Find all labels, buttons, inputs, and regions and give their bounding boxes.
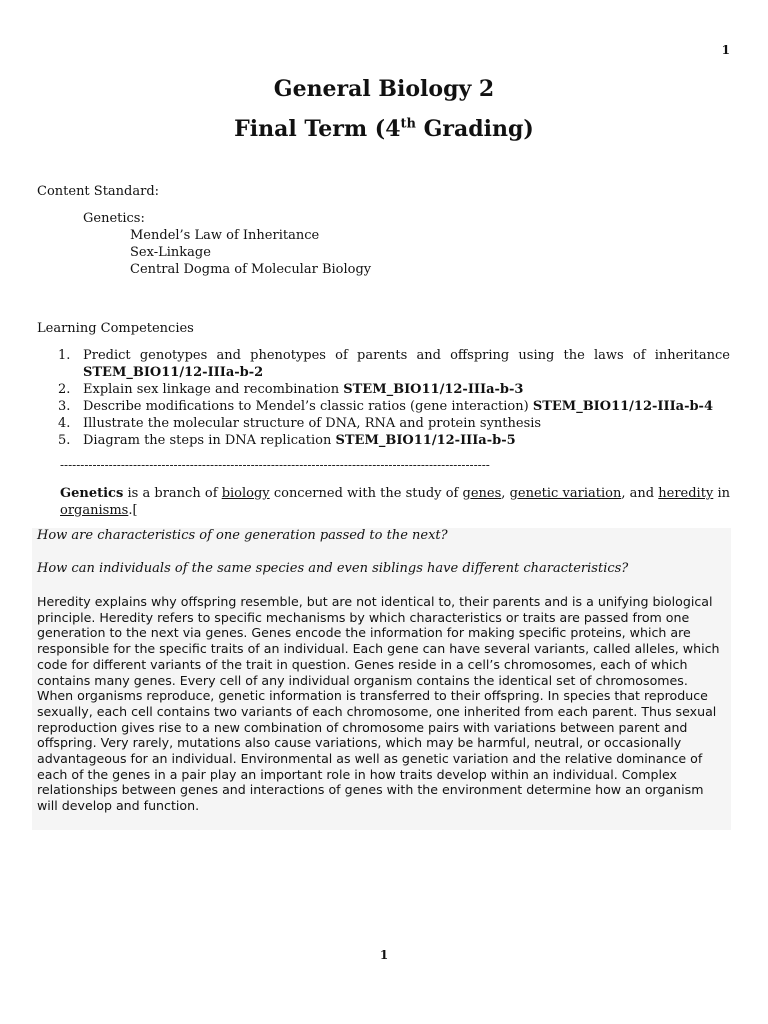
competency-code: STEM_BIO11/12-IIIa-b-4 — [532, 399, 713, 414]
learning-competencies-label: Learning Competencies — [37, 321, 194, 336]
competency-text: Describe modifications to Mendel’s classic ratios (gene interaction) — [83, 399, 533, 414]
competency-body — [83, 432, 730, 449]
link-genes[interactable]: genes — [462, 486, 502, 501]
competency-code: STEM_BIO11/12-IIIa-b-2 — [83, 365, 264, 380]
link-heredity[interactable]: heredity — [658, 486, 714, 501]
competency-body — [83, 398, 730, 415]
genetics-topic: Sex-Linkage — [130, 245, 211, 260]
page-number-bottom: 1 — [379, 948, 389, 962]
genetics-topic: Mendel’s Law of Inheritance — [130, 228, 320, 243]
competency-text: Predict genotypes and phenotypes of parents and offspring using the laws of inheritance — [83, 348, 730, 363]
document-title: General Biology 2 — [273, 76, 495, 102]
definition-text: , and — [621, 486, 659, 501]
definition-text: concerned with the study of — [269, 486, 463, 501]
competency-item — [58, 347, 730, 381]
subtitle-superscript: th — [400, 116, 416, 132]
definition-tail: .[ — [128, 503, 138, 518]
definition-text: , — [501, 486, 510, 501]
competency-item — [58, 432, 730, 449]
page-number-top: 1 — [721, 43, 730, 57]
competency-text: Explain sex linkage and recombination — [83, 382, 344, 397]
subtitle-suffix: Grading) — [415, 116, 534, 142]
link-biology[interactable]: biology — [221, 486, 270, 501]
link-organisms[interactable]: organisms — [60, 503, 129, 518]
competency-text: Illustrate the molecular structure of DNA, RNA and protein synthesis — [83, 416, 542, 431]
definition-text: in — [713, 486, 730, 501]
competency-body — [83, 381, 730, 398]
genetics-topic: Central Dogma of Molecular Biology — [130, 262, 372, 277]
competency-number: 3. — [58, 399, 71, 414]
genetics-label: Genetics: — [83, 211, 145, 226]
heredity-paragraph: Heredity explains why offspring resemble, but are not identical to, their parents and is a unifying biological principle. Heredity refers to specific mechanisms by which characteristics or traits are passed from one generation to the next via genes. Genes encode the information for making specific proteins, which are responsible for the specific traits of an individual. Each gene can have several variants, called alleles, which code for different variants of the trait in question. Genes reside in a cell’s chromosomes, each of which contains many genes. Every cell of any individual organism contains the identical set of chromosomes. When organisms reproduce, genetic information is transferred to their offspring. In species that reproduce sexually, each cell contains two variants of each chromosome, one inherited from each parent. Thus sexual reproduction gives rise to a new combination of chromosome pairs with variations between parent and offspring. Very rarely, mutations also cause variations, which may be harmful, neutral, or occasionally advantageous for an individual. Environmental as well as genetic variation and the relative dominance of each of the genes in a pair play an important role in how traits develop within an individual. Complex relationships between genes and interactions of genes with the environment determine how an organism will develop and function. — [37, 594, 720, 814]
genetics-definition — [60, 485, 730, 519]
genetics-topic-list — [130, 227, 371, 278]
competency-item — [58, 381, 730, 398]
definition-text: is a branch of — [123, 486, 222, 501]
competency-code: STEM_BIO11/12-IIIa-b-5 — [335, 433, 516, 448]
competency-list — [58, 347, 730, 449]
competency-number: 4. — [58, 416, 71, 431]
competency-body — [83, 415, 730, 432]
competency-code: STEM_BIO11/12-IIIa-b-3 — [343, 382, 524, 397]
genetics-term: Genetics — [60, 486, 124, 501]
competency-number: 5. — [58, 433, 71, 448]
section-divider: ---------------------------------------------------------------------------------------------------------- — [60, 458, 490, 472]
subtitle-prefix: Final Term (4 — [234, 116, 401, 142]
competency-number: 1. — [58, 348, 71, 363]
competency-body — [83, 347, 730, 381]
content-standard-label: Content Standard: — [37, 184, 160, 199]
competency-text: Diagram the steps in DNA replication — [83, 433, 336, 448]
document-subtitle — [0, 116, 768, 142]
guide-question-2: How can individuals of the same species and even siblings have different characteristics? — [37, 561, 629, 576]
guide-question-1: How are characteristics of one generation passed to the next? — [37, 528, 448, 543]
link-genetic-variation[interactable]: genetic variation — [509, 486, 622, 501]
competency-item — [58, 415, 730, 432]
competency-item — [58, 398, 730, 415]
competency-number: 2. — [58, 382, 71, 397]
